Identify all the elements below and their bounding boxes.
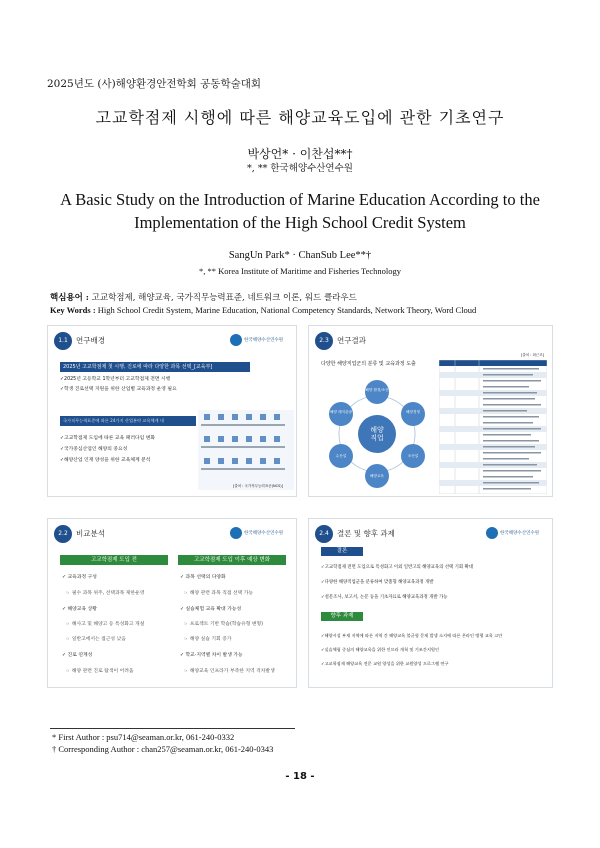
list-item: ✓다양한 해양직업군을 분류하여 맞춤형 해양교육과정 개발 xyxy=(321,580,434,585)
affiliation-english: *, ** Korea Institute of Maritime and Fisheries Technology xyxy=(198,266,402,276)
list-item: ✓학생 진로선택 지원을 위한 산업별 교육과정 운영 필요 xyxy=(60,387,177,392)
panel-title: 결론 및 향후 과제 xyxy=(337,529,395,538)
list-item: ✓ 과목 선택의 다양화 xyxy=(180,575,226,580)
footnote-corresponding-author: † Corresponding Author : chan257@seaman.or.kr, 061-240-0343 xyxy=(52,744,274,754)
node-label: 해양 환경/조선 xyxy=(365,388,389,392)
panel-title: 연구배경 xyxy=(76,336,105,345)
keywords-english-label: Key Words : xyxy=(50,305,96,315)
panel-title: 비교분석 xyxy=(76,529,105,538)
institute-emblem-icon xyxy=(230,334,242,346)
authors-korean: 박상언* · 이찬섭**† xyxy=(247,147,353,161)
institute-logo: 한국해양수산연수원 xyxy=(230,332,288,348)
list-item: ☞ 프로젝트 기반 학습(학습유형 변형) xyxy=(184,622,264,627)
list-item: ☞ 해양 관련 과목 직접 선택 가능 xyxy=(184,591,254,596)
list-item: ✓해양산업 인재 양성을 위한 교육체계 분석 xyxy=(60,458,151,463)
footnote-divider xyxy=(50,728,295,729)
list-item: ✓고교학점제 도입에 따른 교육 패러다임 변화 xyxy=(60,436,156,441)
node-label: 수산업 xyxy=(335,454,347,458)
list-item: ☞ 일반고에서는 접근성 낮음 xyxy=(66,637,126,642)
center-node-label: 해양 직업 xyxy=(370,426,384,442)
list-item: ☞ 해사고 및 해양고 등 특성화고 개설 xyxy=(66,622,145,627)
keywords-english-text: High School Credit System, Marine Education, National Competency Standards, Network Theory, Word Cloud xyxy=(97,305,477,315)
title-english: A Basic Study on the Introduction of Marine Education According to the Implementation of the High School Credit System xyxy=(60,190,540,232)
panel-conclusion xyxy=(308,518,553,688)
section-badge: 2.3 xyxy=(315,332,333,350)
node-label: 해양 레저관광 xyxy=(330,410,352,414)
future-work-heading: 향후 과제 xyxy=(321,612,363,621)
panel-title: 연구결과 xyxy=(337,336,366,345)
industry-icons xyxy=(198,410,294,490)
page-number: - 18 - xyxy=(285,771,315,782)
footnote-first-author: * First Author : psu714@seaman.or.kr, 061-240-0332 xyxy=(52,732,235,742)
panel-comparative-analysis xyxy=(47,518,297,688)
institute-logo: 한국해양수산연수원 xyxy=(230,525,288,541)
list-item: ✓고교학점제 전면 도입으로 특성화고 이외 일반고의 해양교육의 선택 기회 확대 xyxy=(321,565,473,570)
node-label: 해양교육 xyxy=(370,474,384,478)
list-item: ✓ 진로 연계성 xyxy=(62,653,93,658)
curriculum-table-grid xyxy=(439,360,547,494)
list-item: ✓국가중심산업인 해양의 중요성 xyxy=(60,447,128,452)
column-header-after: 고교학점제 도입 이후 예상 변화 xyxy=(178,555,286,565)
keywords-korean-label: 핵심용어 : xyxy=(50,293,89,303)
heading-bar: 2025년 고교학점제 첫 시행, 진로에 따라 다양한 과목 선택_[교육부] xyxy=(60,362,250,372)
list-item: ☞ 해양교육 인프라가 부족한 지역 격차발생 xyxy=(184,669,275,674)
list-item: ✓실습체험 중심의 해양교육을 위한 인프라 개척 및 기조간지원인 xyxy=(321,647,440,652)
node-label: 조선업 xyxy=(407,454,419,458)
list-item: ✓ 교육과정 구성 xyxy=(62,575,97,580)
node-label: 해양경영 xyxy=(406,410,420,414)
curriculum-table xyxy=(439,360,547,494)
panel-research-results xyxy=(308,325,553,497)
panel-research-background xyxy=(47,325,297,497)
list-item: ✓설문조사, 보고서, 논문 등을 기초자료로 해양교육과정 개발 가능 xyxy=(321,595,448,600)
list-item: ✓ 해양교육 상황 xyxy=(62,607,97,612)
table-source-note: [출처 : 최근조] xyxy=(521,353,545,357)
section-badge: 2.4 xyxy=(315,525,333,543)
keywords-english xyxy=(50,305,476,315)
list-item: ☞ 해양 실습 기회 증가 xyxy=(184,637,232,642)
authors-english: SangUn Park* · ChanSub Lee**† xyxy=(228,250,372,261)
conclusion-heading: 결론 xyxy=(321,547,363,556)
conference-header: 2025년도 (사)해양환경안전학회 공동학술대회 xyxy=(47,78,262,90)
affiliation-korean: *, ** 한국해양수산연수원 xyxy=(247,163,353,174)
title-korean: 고교학점제 시행에 따른 해양교육도입에 관한 기초연구 xyxy=(95,108,505,127)
list-item: ✓2025년 고등학교 1학년부터 고교학점제 전면 시행 xyxy=(60,377,171,382)
institute-emblem-icon xyxy=(486,527,498,539)
institute-logo: 한국해양수산연수원 xyxy=(486,525,544,541)
list-item: ☞ 해양 관련 진로 탐색이 어려움 xyxy=(66,669,134,674)
list-item: ✓해양시설 부재 지역에 따른 지역 간 해양교육 불균형 문제 발생 소지에 따른 온라인 병행 교육 고안 xyxy=(321,633,503,638)
institute-emblem-icon xyxy=(230,527,242,539)
column-header-before: 고교학점제 도입 전 xyxy=(60,555,168,565)
keywords-korean-text: 고교학점제, 해양교육, 국가직무능력표준, 네트워크 이론, 워드 클라우드 xyxy=(91,293,357,303)
list-item: ✓ 실습체험 교육 확대 가능성 xyxy=(180,607,242,612)
industry-icon-grid xyxy=(198,410,294,490)
list-item: ☞ 필수 과목 위주, 선택과목 제한운영 xyxy=(66,591,145,596)
list-item: ✓ 학교·지역별 차이 발생 가능 xyxy=(180,653,243,658)
section-badge: 1.1 xyxy=(54,332,72,350)
list-item: ✓고교학점제 해양교육 전문 교원 양성을 위한 교원양성 프로그램 연구 xyxy=(321,661,449,666)
source-note: [출처 : 국가직무능력표준(NCS)] xyxy=(233,484,283,488)
keywords-korean xyxy=(50,291,357,303)
section-badge: 2.2 xyxy=(54,525,72,543)
results-subtitle: 다양한 해양직업군의 분류 및 교육과정 도출 xyxy=(321,361,416,367)
heading-bar: 국가직무능력표준에 따른 24가지 산업분야 교육체계 내 xyxy=(60,416,196,426)
